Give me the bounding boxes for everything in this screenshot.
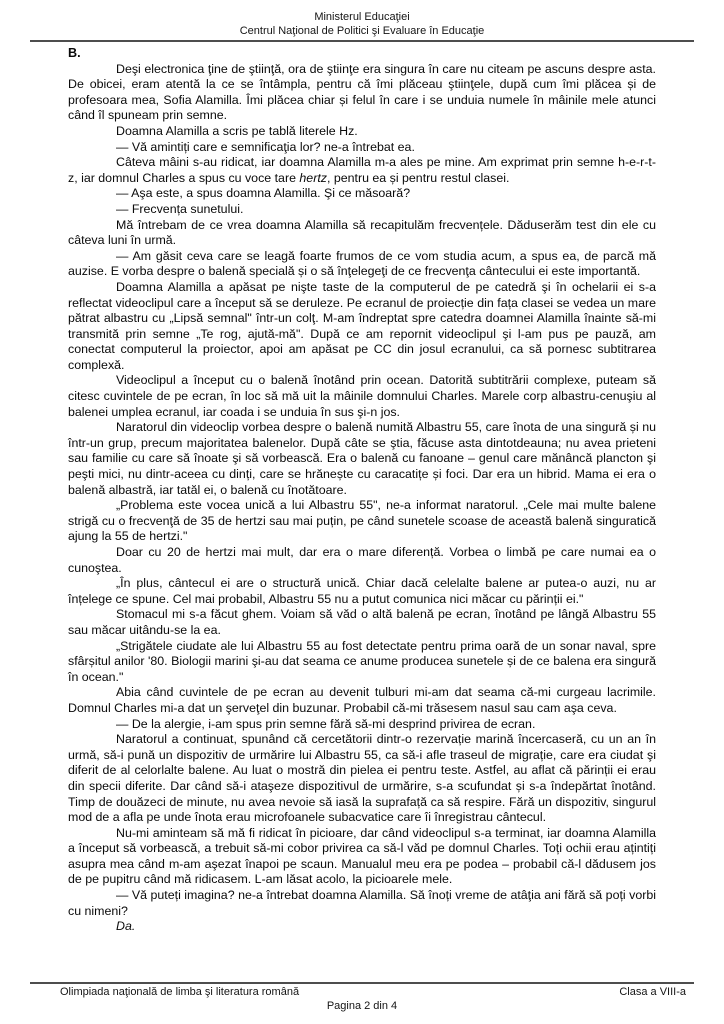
paragraph (68, 249, 656, 280)
paragraph (68, 186, 656, 202)
paragraph-text: „Problema este vocea unică a lui Albastru 55", ne-a informat naratorul. „Cele mai multe balene strigă cu o frecvenţă de 35 de hertzi sau mai puțin, pe când sunetele scoase de această balenă singuratică ajung la 55 de hertzi." (68, 498, 656, 544)
paragraph-text: Mă întrebam de ce vrea doamna Alamilla să recapitulăm frecvențele. Dăduserăm test din ele cu câteva luni în urmă. (68, 217, 656, 248)
document-body (68, 46, 656, 935)
paragraph-text: Nu-mi aminteam să mă fi ridicat în picioare, dar când videoclipul s-a terminat, iar doamna Alamilla a început să vorbească, a trebuit să-mi cobor privirea ca să-l văd pe domnul Charles. Toți ochii erau ațintiți asupra mea când m-am aşezat înapoi pe scaun. Manualul meu era pe podea – probabil că-l dădusem jos de pe pupitru când mă ridicasem. L-am lăsat acolo, la picioarele mele. (68, 825, 656, 887)
paragraph-text: Abia când cuvintele de pe ecran au devenit tulburi mi-am dat seama că-mi curgeau lacrimile. Domnul Charles mi-a dat un şerveţel din buzunar. Probabil că-mi trăsesem nasul sau cam aşa ceva. (68, 685, 656, 715)
paragraph (68, 62, 656, 124)
paragraph-text: Doamna Alamilla a apăsat pe nişte taste de la computerul de pe catedră şi în ochelarii ei s-a reflectat videoclipul care a început să se deruleze. Pe ecranul de proiecție din fața clasei se vedea un mare pătrat albastru cu „Lipsă semnal" într-un colţ. M-am îndreptat spre catedra doamnei Alamilla înainte să-mi transmită prin semne „Te rog, ajută-mă". După ce am repornit videoclipul şi l-am pus pe pauză, am conectat computerul la proiector, apoi am apăsat pe CC din josul ecranului, ca să pornesc subtitrarea complexă. (68, 279, 656, 372)
paragraph (68, 732, 656, 826)
paragraph-text: Deşi electronica ţine de ştiinţă, ora de ştiinţe era singura în care nu citeam pe ascuns despre asta. De obicei, eram atentă la ce se întâmpla, pentru că îmi plăceau ştiinţele, după cum îmi plăcea și de profesoara mea, Sofia Alamilla. Îmi plăcea chiar și felul în care i se unduia numele în mâinile mele atunci când îl spuneam prin semne. (68, 61, 656, 123)
paragraph-text: „Strigătele ciudate ale lui Albastru 55 au fost detectate pentru prima oară de un sonar naval, spre sfârșitul anilor '80. Biologii marini şi-au dat seama ce anume producea sunetele și de ce balena era singură în ocean." (68, 638, 656, 684)
paragraph (68, 717, 656, 733)
paragraph-text: Stomacul mi s-a făcut ghem. Voiam să văd o altă balenă pe ecran, înotând pe lângă Albastru 55 sau măcar uitându-se la ea. (68, 607, 656, 637)
paragraph (68, 202, 656, 218)
paragraph-text-italic: hertz (299, 170, 327, 185)
paragraph-text: Naratorul a continuat, spunând că cercetătorii dintr-o rezervație marină încercaseră, cu un an în urmă, să-i pună un dispozitiv de urmărire lui Albastru 55, ca să-i afle traseul de migrație, care era ciudat şi diferit de al celorlalte balene. Au luat o mostră din pielea ei pentru teste. Astfel, au aflat că părinții ei erau din specii diferite. Dar când să-i ataşeze dispozitivul de urmărire, s-a scufundat și s-a îndepărtat înotând. Timp de douăzeci de minute, nu avea nevoie să iasă la suprafață ca să respire. Fără un dispozitiv, singurul mod de a afla pe unde înota erau microfoanele subacvatice care îi înregistrau cântecul. (68, 732, 656, 825)
header-line-center: Centrul Naţional de Politici şi Evaluare în Educaţie (239, 24, 485, 37)
paragraph (68, 498, 656, 545)
paragraph-text-italic: Da. (116, 919, 136, 934)
footer-divider (30, 982, 694, 984)
paragraph-container (68, 62, 656, 935)
paragraph (68, 373, 656, 420)
paragraph (68, 607, 656, 638)
footer-olympiad-title: Olimpiada naţională de limba şi literatura română (60, 986, 300, 998)
paragraph-text: — Am găsit ceva care se leagă foarte frumos de ce vom studia acum, a spus ea, de parcă mă auzise. E vorba despre o balenă specială și o să înţelegeţi de ce frecvenţa cântecului ei este importantă. (68, 248, 656, 279)
footer-class-label: Clasa a VIII-a (619, 986, 686, 998)
page-footer (60, 986, 686, 999)
paragraph-text: Naratorul din videoclip vorbea despre o balenă numită Albastru 55, care înota de una singură și nu într-un grup, precum majoritatea balenelor. După câte se ştia, făcuse asta dintotdeauna; nu avea prieteni sau familie cu care să înoate şi să vorbească. Era o balenă cu fanoane – genul care mănâncă plancton şi peşti mici, nu dintr-aceea cu dinți, care se hrănește cu caracatițe și foci. Dar era un hibrid. Mama ei era o balenă albastră, iar tatăl ei, o balenă cu înotătoare. (68, 420, 656, 497)
paragraph (68, 919, 656, 935)
paragraph (68, 685, 656, 716)
paragraph-text: — Vă amintiți care e semnificaţia lor? ne-a întrebat ea. (116, 139, 415, 154)
paragraph (68, 280, 656, 374)
paragraph (68, 639, 656, 686)
paragraph-text: — Aşa este, a spus doamna Alamilla. Şi ce măsoară? (116, 186, 411, 201)
paragraph (68, 155, 656, 186)
paragraph-text: Doar cu 20 de hertzi mai mult, dar era o mare diferență. Vorbea o limbă pe care numai ea o cunoştea. (68, 545, 656, 575)
section-label: B. (68, 46, 81, 60)
paragraph (68, 218, 656, 249)
paragraph-text: — Frecvența sunetului. (116, 201, 244, 216)
paragraph (68, 420, 656, 498)
paragraph (68, 888, 656, 919)
page-header (0, 11, 724, 38)
paragraph (68, 826, 656, 888)
paragraph-text: — Vă puteți imagina? ne-a întrebat doamna Alamilla. Să înoți vreme de atâţia ani fără să poți vorbi cu nimeni? (68, 888, 656, 918)
paragraph (68, 124, 656, 140)
paragraph (68, 545, 656, 576)
header-divider (30, 40, 694, 42)
paragraph (68, 576, 656, 607)
paragraph-text: — De la alergie, i-am spus prin semne fără să-mi desprind privirea de ecran. (116, 716, 536, 731)
paragraph-text: Videoclipul a început cu o balenă înotând prin ocean. Datorită subtitrării complexe, puteam să citesc cuvintele de pe ecran, în loc să mă uit la mâinile domnului Charles. Marele corp albastru-cenuşiu al balenei umplea ecranul, iar coada i se unduia în sus şi-n jos. (68, 373, 656, 419)
paragraph-text: „În plus, cântecul ei are o structură unică. Chiar dacă celelalte balene ar putea-o auzi, nu ar înțelege ce spune. Cel mai probabil, Albastru 55 nu a putut comunica nici măcar cu părinții ei." (68, 576, 656, 606)
paragraph-text: Câteva mâini s-au ridicat, iar doamna Alamilla m-a ales pe mine. Am exprimat prin semne h-e-r-t-z, iar domnul Charles a spus cu voce tare (68, 155, 656, 185)
paragraph-text: , pentru ea și pentru restul clasei. (326, 170, 510, 185)
paragraph-text: Doamna Alamilla a scris pe tablă literele Hz. (116, 123, 358, 138)
footer-page-number: Pagina 2 din 4 (326, 1000, 398, 1012)
header-line-ministry: Ministerul Educaţiei (314, 11, 410, 23)
paragraph (68, 140, 656, 156)
